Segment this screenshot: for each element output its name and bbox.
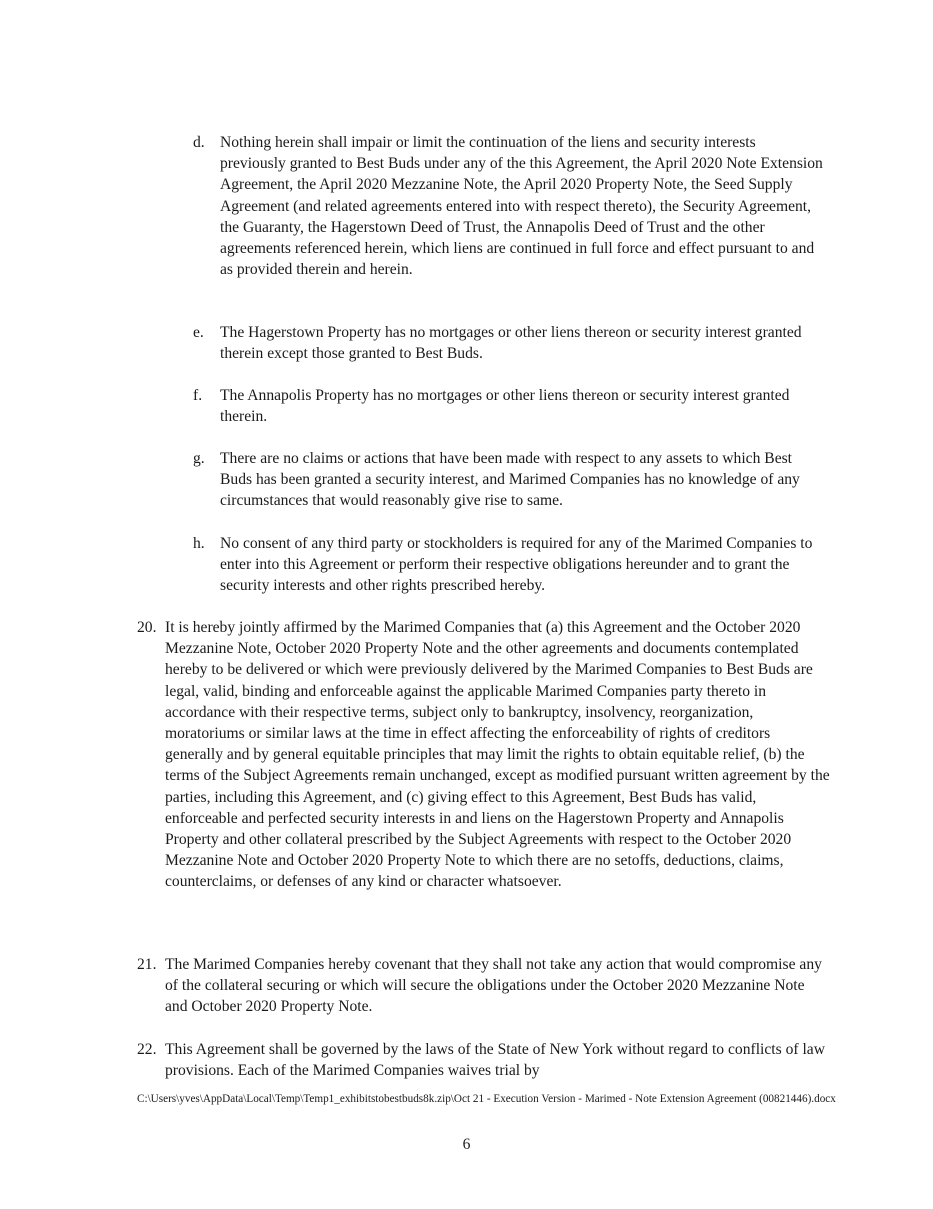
section-number: 20. xyxy=(137,619,157,636)
list-marker: f. xyxy=(193,387,203,404)
section-text: It is hereby jointly affirmed by the Marimed Companies that (a) this Agreement and the October 2020 Mezzanine Note, October 2020 Property Note and the other agreements and documents contemplated hereby to be delivered or which were previously delivered by the Marimed Companies to Best Buds are legal, valid, binding and enforceable against the applicable Marimed Companies party thereto in accordance with their respective terms, subject only to bankruptcy, insolvency, reorganization, moratoriums or similar laws at the time in effect affecting the enforceability of rights of creditors generally and by general equitable principles that may limit the rights to obtain equitable relief, (b) the terms of the Subject Agreements remain unchanged, except as modified pursuant written agreement by the parties, including this Agreement, and (c) giving effect to this Agreement, Best Buds has valid, enforceable and perfected security interests in and liens on the Hagerstown Property and Annapolis Property and other collateral prescribed by the Subject Agreements with respect to the October 2020 Mezzanine Note and October 2020 Property Note to which there are no setoffs, deductions, claims, counterclaims, or defenses of any kind or character whatsoever. xyxy=(165,619,830,891)
list-item-text: The Hagerstown Property has no mortgages or other liens thereon or security interest granted therein except those granted to Best Buds. xyxy=(220,324,802,363)
list-marker: g. xyxy=(193,450,205,467)
list-item-text: Nothing herein shall impair or limit the continuation of the liens and security interests previously granted to Best Buds under any of the this Agreement, the April 2020 Note Extension Agreement, the April 2020 Mezzanine Note, the April 2020 Property Note, the Seed Supply Agreement (and related agreements entered into with respect thereto), the Security Agreement, the Guaranty, the Hagerstown Deed of Trust, the Annapolis Deed of Trust and the other agreements referenced herein, which liens are continued in full force and effect pursuant to and as provided therein and herein. xyxy=(220,134,823,279)
page-number: 6 xyxy=(462,1136,471,1153)
section-text: This Agreement shall be governed by the laws of the State of New York without regard to conflicts of law provisions. Each of the Marimed Companies waives trial by xyxy=(165,1041,825,1080)
list-marker: d. xyxy=(193,134,205,151)
list-item-text: There are no claims or actions that have been made with respect to any assets to which Best Buds has been granted a security interest, and Marimed Companies has no knowledge of any circumstances that would reasonably give rise to same. xyxy=(220,450,800,510)
section-text: The Marimed Companies hereby covenant that they shall not take any action that would compromise any of the collateral securing or which will secure the obligations under the October 2020 Mezzanine Note and October 2020 Property Note. xyxy=(165,956,822,1016)
list-item-text: The Annapolis Property has no mortgages or other liens thereon or security interest granted therein. xyxy=(220,387,790,426)
section-number: 22. xyxy=(137,1041,157,1058)
list-marker: h. xyxy=(193,535,205,552)
list-item-text: No consent of any third party or stockholders is required for any of the Marimed Companies to enter into this Agreement or perform their respective obligations hereunder and to grant the security interests and other rights prescribed hereby. xyxy=(220,535,813,595)
list-marker: e. xyxy=(193,324,204,341)
section-number: 21. xyxy=(137,956,157,973)
footer-file-path: C:\Users\yves\AppData\Local\Temp\Temp1_exhibitstobestbuds8k.zip\Oct 21 - Execution Version - Marimed - Note Extension Agreement (00821446).docx xyxy=(137,1093,836,1105)
